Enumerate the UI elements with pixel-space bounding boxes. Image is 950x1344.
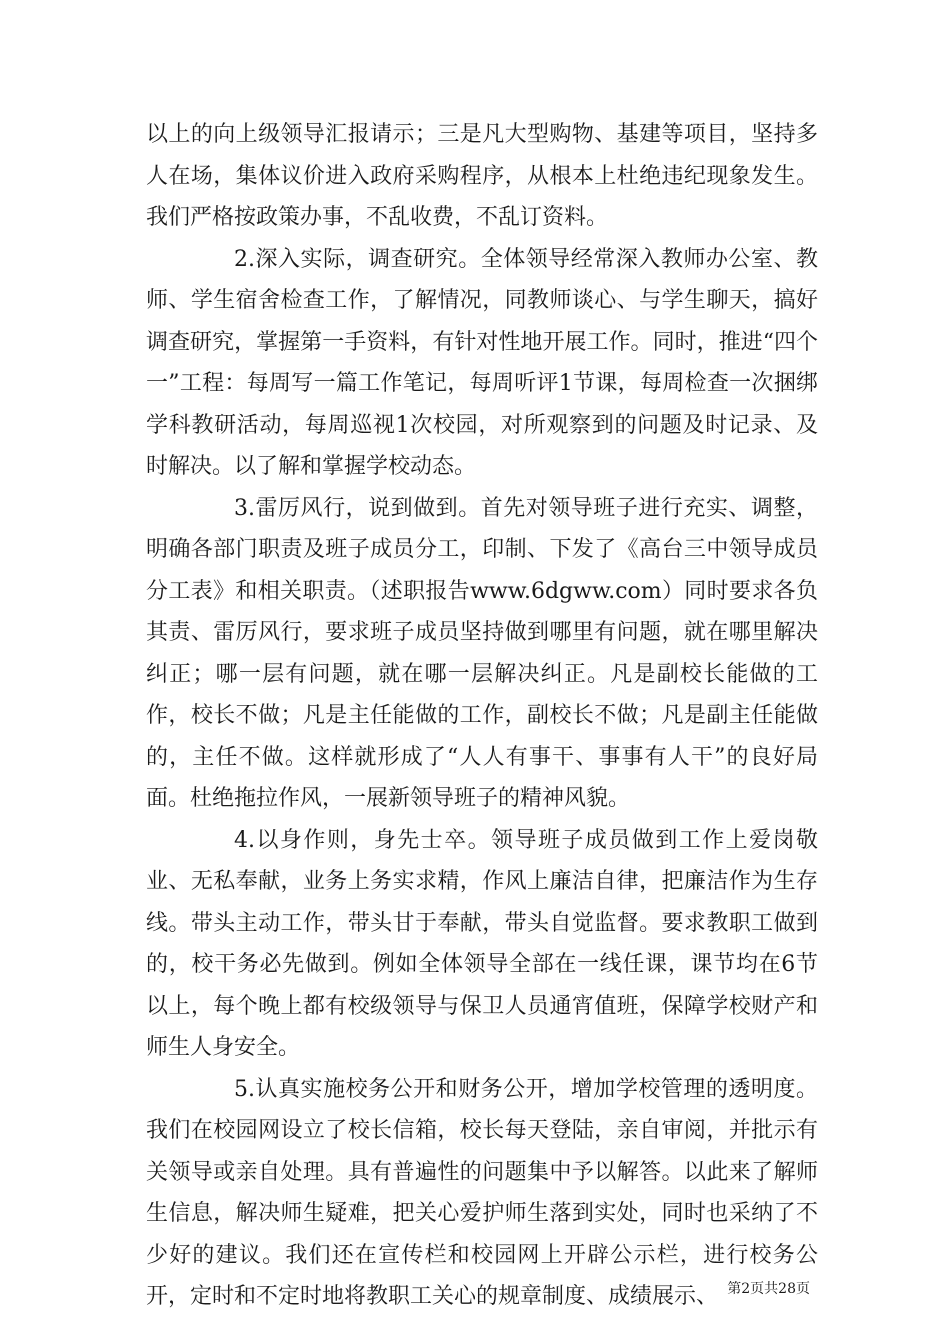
paragraph-continuation: 以上的向上级领导汇报请示；三是凡大型购物、基建等项目，坚持多人在场，集体议价进入政府采购程序，从根本上杜绝违纪现象发生。我们严格按政策办事，不乱收费，不乱订资料。	[146, 122, 818, 230]
paragraph-item-2: 2.深入实际，调查研究。全体领导经常深入教师办公室、教师、学生宿舍检查工作，了解情况，同教师谈心、与学生聊天，搞好调查研究，掌握第一手资料，有针对性地开展工作。同时，推进“四个一”工程：每周写一篇工作笔记，每周听评1节课，每周检查一次捆绑学科教研活动，每周巡视1次校园，对所观察到的问题及时记录、及时解决。以了解和掌握学校动态。	[146, 246, 818, 479]
document-body	[146, 114, 818, 1318]
paragraph-item-5: 5.认真实施校务公开和财务公开，增加学校管理的透明度。我们在校园网设立了校长信箱，校长每天登陆，亲自审阅，并批示有关领导或亲自处理。具有普遍性的问题集中予以解答。以此来了解师生信息，解决师生疑难，把关心爱护师生落到实处，同时也采纳了不少好的建议。我们还在宣传栏和校园网上开辟公示栏，进行校务公开，定时和不定时地将教职工关心的规章制度、成绩展示、	[146, 1076, 818, 1309]
paragraph-item-3: 3.雷厉风行，说到做到。首先对领导班子进行充实、调整，明确各部门职责及班子成员分工，印制、下发了《高台三中领导成员分工表》和相关职责。（述职报告www.6dgww.com）同时要求各负其责、雷厉风行，要求班子成员坚持做到哪里有问题，就在哪里解决纠正；哪一层有问题，就在哪一层解决纠正。凡是副校长能做的工作，校长不做；凡是主任能做的工作，副校长不做；凡是副主任能做的，主任不做。这样就形成了“人人有事干、事事有人干”的良好局面。杜绝拖拉作风，一展新领导班子的精神风貌。	[146, 495, 818, 811]
page-number-footer: 第2页共28页	[727, 1281, 810, 1297]
paragraph-item-4: 4.以身作则，身先士卒。领导班子成员做到工作上爱岗敬业、无私奉献，业务上务实求精，作风上廉洁自律，把廉洁作为生存线。带头主动工作，带头甘于奉献，带头自觉监督。要求教职工做到的，校干务必先做到。例如全体领导全部在一线任课，课节均在6节以上，每个晚上都有校级领导与保卫人员通宵值班，保障学校财产和师生人身安全。	[146, 827, 818, 1060]
